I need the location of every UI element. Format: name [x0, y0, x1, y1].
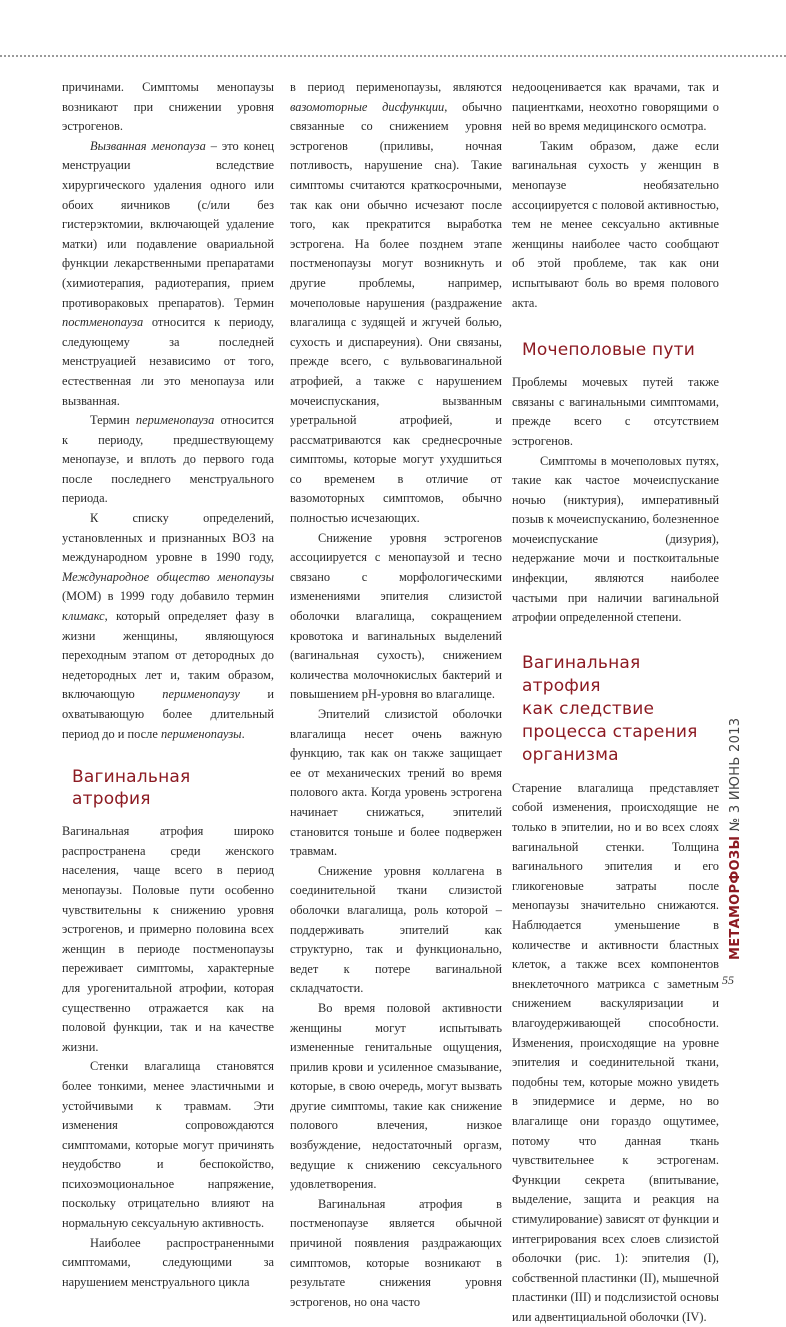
section-heading-aging-atrophy: Вагинальная атрофия как следствие процесса старения организма: [522, 652, 698, 765]
paragraph: Снижение уровня эстрогенов ассоциируется с менопаузой и тесно связано с морфологическими изменениями эпителия слизистой оболочки влагалища, сокращением кровотока и вагинальных выделений (вагинальная сухость), снижением количества молочнокислых бактерий и повышением pH-уровня во влагалище.: [290, 530, 502, 702]
issue-info: № 3 ИЮНЬ 2013: [728, 717, 743, 836]
paragraph: Во время половой активности женщины могут испытывать измененные генитальные ощущения, прилив крови и усиленное смазывание, которые, в свою очередь, могут вызвать другие симптомы, такие как снижение полового влечения, низкое возбуждение, недостаточный оргазм, ведущие к снижению сексуального удовлетворения.: [290, 1000, 502, 1192]
term-emphasis: Вызванная менопауза: [90, 138, 206, 153]
section-heading-vaginal-atrophy: Вагинальная атрофия: [72, 767, 191, 810]
paragraph: К списку определений, установленных и признанных ВОЗ на международном уровне в 1990 году, Международное общество менопаузы (МОМ) в 1999 году добавило термин климакс, который определяет фазу в жизни женщины, являющуюся переходным этапом от детородных до недетородных лет и, таким образом, включающую перименопаузу и охватывающую более длительный период до и после перименопаузы.: [62, 511, 274, 741]
paragraph: Наиболее распространенными симптомами, следующими за нарушением менструального цикла: [62, 1235, 274, 1289]
paragraph: в период перименопаузы, являются вазомоторные дисфункции, обычно связанные со снижением уровня эстрогенов (приливы, ночная потливость, нарушение сна). Такие симптомы считаются краткосрочными, так как они обычно исчезают после того, как прекратится выработка эстрогена. На более позднем этапе постменопаузы могут возникнуть и другие проблемы, например, мочеполовые нарушения (раздражение влагалища с зудящей и жгучей болью, сухость и диспареуния). Они связаны, прежде всего, с вульвовагинальной атрофией, а также с нарушением мочеиспускания, вызванным уретральной атрофией, и рассматриваются как среднесрочные симптомы, которые могут ухудшиться со временем в отличие от вазомоторных симптомов, обычно полностью исчезающих.: [290, 80, 503, 526]
paragraph: недооценивается как врачами, так и пациентками, неохотно говорящими о ней во время медицинского осмотра.: [512, 80, 719, 134]
magazine-brand: МЕТАМОРФОЗЫ: [728, 835, 743, 960]
paragraph: Старение влагалища представляет собой изменения, происходящие не только в эпителии, но и во всех слоях вагинальной стенки. Толщина вагинального эпителия и его гликогеновые затраты после менопаузы значительно снижаются. Наблюдается уменьшение в количестве и активности бластных клеток, а также всех компонентов внеклеточного матрикса с заметным снижением васкуляризации и влагоудерживающей способности. Изменения, происходящие на уровне эпителия и соединительной ткани, подобны тем, которые можно увидеть в эпидермисе и дерме, но во влагалище они гораздо ощутимее, потому что данная ткань чувствительнее к эстрогенам. Функции секрета (впитывание, выделение, защита и реакция на стимулирование) зависят от функции и интегрирования всех слоев слизистой оболочки (рис. 1): эпителия (I), собственной пластинки (II), мышечной пластинки (III) и подслизистой основы или адвентициальной оболочки (IV).: [512, 780, 719, 1324]
paragraph: Вагинальная атрофия в постменопаузе является обычной причиной появления раздражающих симптомов, которые возникают в результате снижения уровня эстрогенов, но она часто: [290, 1196, 502, 1309]
page-number: 55: [722, 973, 734, 987]
paragraph: Симптомы в мочеполовых путях, такие как частое мочеиспускание ночью (никтурия), императивный позыв к мочеиспусканию, болезненное мочеиспускание (дизурия), недержание мочи и посткоитальные инфекции, являются наиболее частыми при наличии вагинальной атрофии определенной степени.: [512, 453, 719, 625]
term-emphasis: перименопауза: [135, 413, 215, 428]
paragraph: Термин перименопауза относится к периоду, предшествующему менопаузе, и вплоть до первого года после последнего менструального периода.: [62, 413, 274, 506]
column-3: [512, 78, 719, 1327]
column-1: [62, 78, 274, 1292]
paragraph: причинами. Симптомы менопаузы возникают при снижении уровня эстрогенов.: [62, 80, 274, 134]
paragraph: Стенки влагалища становятся более тонкими, менее эластичными и устойчивыми к травмам. Эти изменения сопровождаются симптомами, которые могут причинять неудобство и беспокойство, психоэмоциональное напряжение, поскольку отрицательно влияют на нормальную сексуальную активность.: [62, 1059, 274, 1231]
term-emphasis: постменопауза: [62, 315, 144, 330]
header-dotted-rule: [0, 55, 786, 57]
section-heading-urogenital-tract: Мочеполовые пути: [522, 340, 695, 361]
paragraph: Таким образом, даже если вагинальная сухость у женщин в менопаузе необязательно ассоциируется с половой активностью, тем не менее сексуально активные женщины наиболее часто сообщают об этой проблеме, так как они испытывают боль во время полового акта.: [512, 138, 719, 310]
paragraph: Вагинальная атрофия широко распространена среди женского населения, чаще всего в период менопаузы. Половые пути особенно чувствительны к снижению уровня эстрогенов, и примерно половина всех женщин в периоде постменопаузы переживает симптомы, характерные для урогенитальной атрофии, которая существенно отражается как на половой функции, так и на качестве жизни.: [62, 824, 274, 1054]
paragraph: Эпителий слизистой оболочки влагалища несет очень важную функцию, так как он также защищает ее от механических трений во время полового акта. Когда уровень эстрогена начинает снижаться, эпителий становится тоньше и более подвержен травмам.: [290, 707, 502, 859]
column-2: [290, 78, 502, 1312]
paragraph: Снижение уровня коллагена в соединительной ткани слизистой оболочки влагалища, роль которой – поддерживать эпителий как структурно, так и функционально, ведет к потере вагинальной складчатости.: [290, 863, 502, 996]
term-emphasis: перименопаузы: [160, 726, 242, 741]
term-emphasis: вазомоторные дисфункции: [290, 99, 445, 114]
paragraph: Проблемы мочевых путей также связаны с вагинальными симптомами, прежде всего с отсутствием эстрогенов.: [512, 375, 719, 448]
term-emphasis: перименопаузу: [162, 687, 240, 702]
paragraph: Вызванная менопауза – это конец менструации вследствие хирургического удаления одного или обоих яичников (с/или без гистерэктомии, включающей удаление матки) или подавление овариальной функции лекарственными препаратами (химиотерапия, радиотерапия, прием противораковых препаратов). Термин постменопауза относится к периоду, следующему за последней менструацией независимо от того, естественная ли это менопауза или вызванная.: [62, 138, 274, 408]
term-emphasis: Международное общество менопаузы: [62, 569, 274, 584]
term-emphasis: климакс: [62, 609, 105, 624]
